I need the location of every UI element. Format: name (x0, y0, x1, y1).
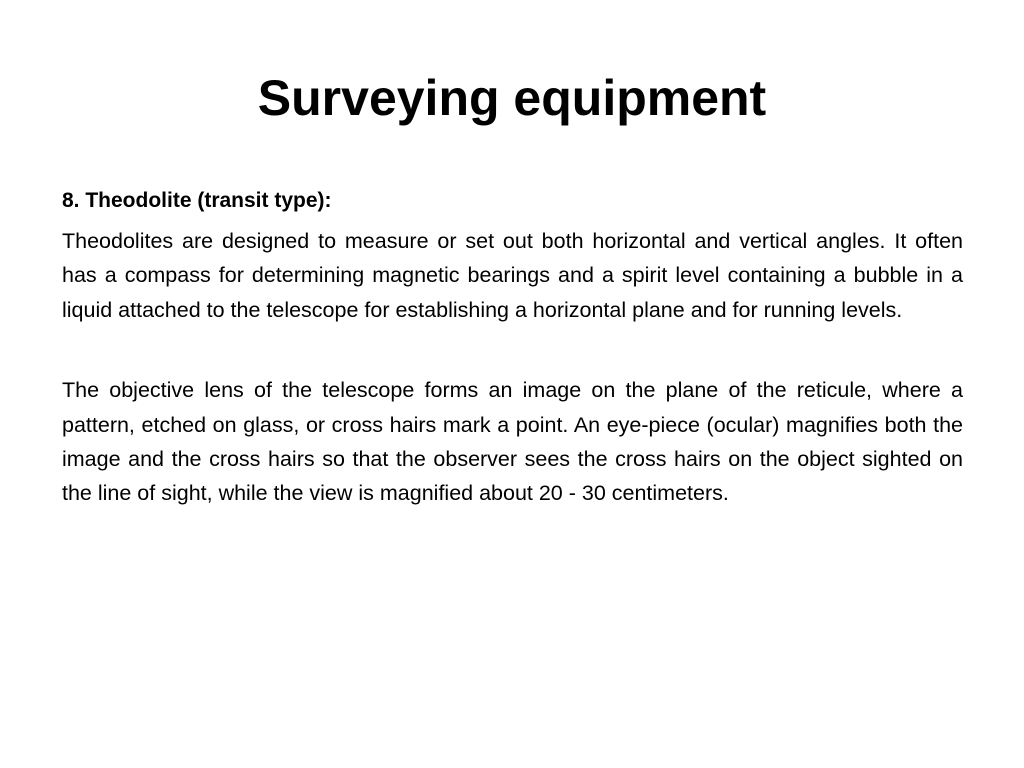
paragraph-theodolite-purpose: Theodolites are designed to measure or set out both horizontal and vertical angles. It often has a compass for determining magnetic bearings and a spirit level containing a bubble in a liquid attached to the telescope for establishing a horizontal plane and for running levels. (62, 229, 963, 322)
section-heading: 8. Theodolite (transit type): (62, 189, 332, 212)
slide-title: Surveying equipment (257, 70, 767, 126)
paragraph-telescope-optics: The objective lens of the telescope forms an image on the plane of the reticule, where a pattern, etched on glass, or cross hairs mark a point. An eye-piece (ocular) magnifies both the image and the cross hairs so that the observer sees the cross hairs on the object sighted on the line of sight, while the view is magnified about 20 - 30 centimeters. (62, 378, 963, 506)
slide-body (62, 184, 963, 511)
